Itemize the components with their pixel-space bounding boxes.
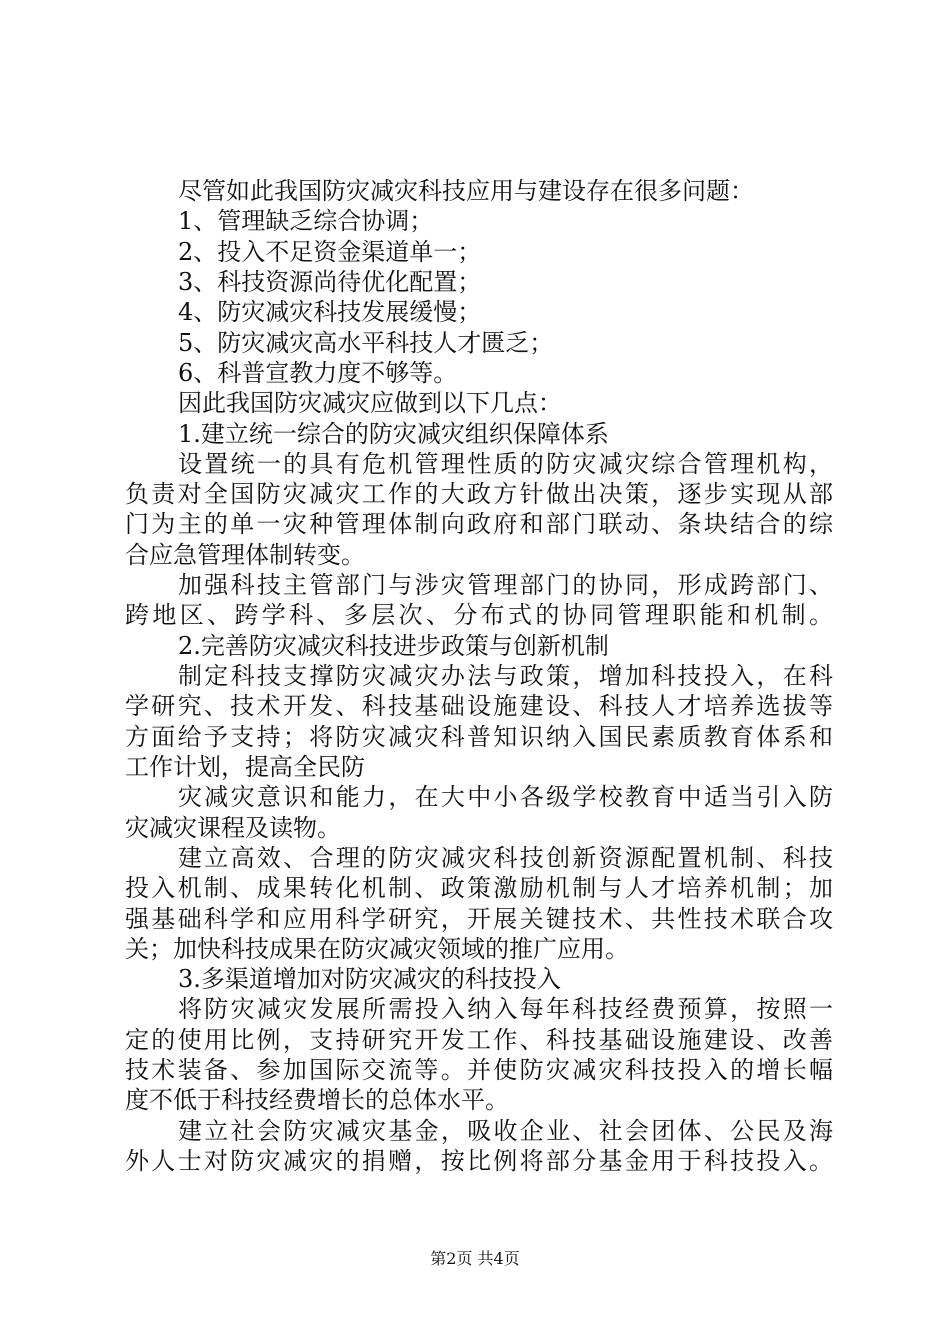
paragraph-line: 关；加快科技成果在防灾减灾领域的推广应用。 (125, 935, 629, 963)
paragraph-line: 学研究、技术开发、科技基础设施建设、科技人才培养选拔等 (125, 692, 833, 720)
list-item: 1、管理缺乏综合协调； (178, 207, 434, 235)
paragraph-line: 建立高效、合理的防灾减灾科技创新资源配置机制、科技 (178, 844, 833, 872)
text-line: 尽管如此我国防灾减灾科技应用与建设存在很多问题： (178, 177, 754, 205)
paragraph-line: 灾减灾意识和能力，在大中小各级学校教育中适当引入防 (178, 783, 833, 811)
paragraph-line: 跨地区、跨学科、多层次、分布式的协同管理职能和机制。 (125, 601, 833, 629)
paragraph-line: 建立社会防灾减灾基金，吸收企业、社会团体、公民及海 (178, 1117, 833, 1145)
paragraph-line: 技术装备、参加国际交流等。并使防灾减灾科技投入的增长幅 (125, 1056, 833, 1084)
section-heading: 3.多渠道增加对防灾减灾的科技投入 (178, 965, 561, 993)
page-number-footer: 第2页 共4页 (430, 1249, 520, 1268)
list-item: 5、防灾减灾高水平科技人才匮乏； (178, 329, 554, 357)
section-heading: 2.完善防灾减灾科技进步政策与创新机制 (178, 632, 609, 660)
paragraph-line: 加强科技主管部门与涉灾管理部门的协同，形成跨部门、 (178, 571, 833, 599)
paragraph-line: 制定科技支撑防灾减灾办法与政策，增加科技投入，在科 (178, 662, 833, 690)
paragraph-line: 工作计划，提高全民防 (125, 753, 365, 781)
paragraph-line: 投入机制、成果转化机制、政策激励机制与人才培养机制；加 (125, 874, 833, 902)
paragraph-line: 方面给予支持；将防灾减灾科普知识纳入国民素质教育体系和 (125, 723, 833, 751)
paragraph-line: 定的使用比例，支持研究开发工作、科技基础设施建设、改善 (125, 1026, 833, 1054)
paragraph-line: 设置统一的具有危机管理性质的防灾减灾综合管理机构， (178, 450, 833, 478)
list-item: 3、科技资源尚待优化配置； (178, 268, 482, 296)
paragraph-line: 合应急管理体制转变。 (125, 541, 365, 569)
list-item: 4、防灾减灾科技发展缓慢； (178, 298, 482, 326)
paragraph-line: 灾减灾课程及读物。 (125, 814, 341, 842)
paragraph-line: 将防灾减灾发展所需投入纳入每年科技经费预算，按照一 (178, 995, 833, 1023)
paragraph-line: 度不低于科技经费增长的总体水平。 (125, 1086, 509, 1114)
text-line: 因此我国防灾减灾应做到以下几点： (178, 389, 562, 417)
paragraph-line: 负责对全国防灾减灾工作的大政方针做出决策，逐步实现从部 (125, 480, 833, 508)
paragraph-line: 外人士对防灾减灾的捐赠，按比例将部分基金用于科技投入。 (125, 1147, 833, 1175)
paragraph-line: 门为主的单一灾种管理体制向政府和部门联动、条块结合的综 (125, 510, 833, 538)
list-item: 6、科普宣教力度不够等。 (178, 359, 458, 387)
paragraph-line: 强基础科学和应用科学研究，开展关键技术、共性技术联合攻 (125, 905, 833, 933)
list-item: 2、投入不足资金渠道单一； (178, 238, 482, 266)
section-heading: 1.建立统一综合的防灾减灾组织保障体系 (178, 420, 609, 448)
